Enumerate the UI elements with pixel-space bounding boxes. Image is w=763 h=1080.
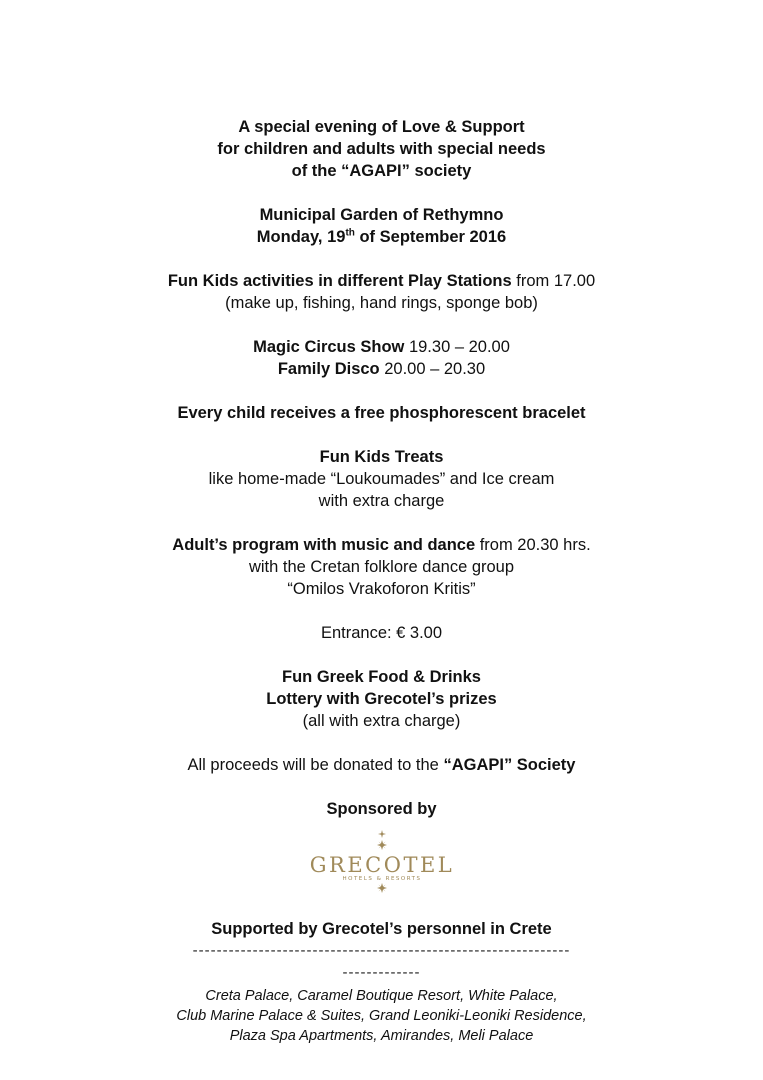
proceeds-text: All proceeds will be donated to the <box>187 756 444 774</box>
kids-title: Fun Kids activities in different Play Stations <box>167 272 512 290</box>
hotels-line-2: Club Marine Palace & Suites, Grand Leoniki-Leoniki Residence, <box>176 1008 587 1024</box>
venue-date <box>0 226 763 248</box>
entrance-text: Entrance: € 3.00 <box>320 624 443 642</box>
disco-line <box>0 358 763 380</box>
kids-line <box>0 270 763 292</box>
disco-time: 20.00 – 20.30 <box>379 360 486 378</box>
disco-label: Family Disco <box>277 360 380 378</box>
proceeds-line <box>0 754 763 776</box>
proceeds-block <box>0 754 763 776</box>
kids-details: (make up, fishing, hand rings, sponge bob) <box>225 294 538 312</box>
bracelet-block <box>0 402 763 424</box>
logo-star-upper-icon <box>377 840 387 850</box>
sponsor-block <box>0 798 763 820</box>
sponsor-label: Sponsored by <box>326 800 437 818</box>
intro-block <box>0 116 763 182</box>
grecotel-logo <box>302 828 462 898</box>
hotels-list <box>0 986 763 1046</box>
support-block <box>0 918 763 984</box>
logo-wordmark: GRECOTEL <box>309 853 454 877</box>
adults-line-2: “Omilos Vrakoforon Kritis” <box>287 580 476 598</box>
food-line-1: Fun Greek Food & Drinks <box>282 668 481 686</box>
logo-tagline: HOTELS & RESORTS <box>341 876 422 882</box>
hotels-line-3: Plaza Spa Apartments, Amirandes, Meli Palace <box>229 1028 534 1044</box>
treats-title: Fun Kids Treats <box>319 448 444 466</box>
flyer-content <box>0 116 763 1046</box>
food-line-2: Lottery with Grecotel’s prizes <box>266 690 497 708</box>
proceeds-society: “AGAPI” Society <box>443 756 576 774</box>
logo-star-bottom-icon <box>377 883 387 893</box>
date-ordinal: th <box>345 227 355 239</box>
circus-time: 19.30 – 20.00 <box>404 338 510 356</box>
intro-line-1: A special evening of Love & Support <box>238 118 525 136</box>
venue-place: Municipal Garden of Rethymno <box>259 206 504 224</box>
treats-block <box>0 446 763 512</box>
adults-line-1: with the Cretan folklore dance group <box>248 558 515 576</box>
kids-time: from 17.00 <box>511 272 596 290</box>
intro-line-2: for children and adults with special needs <box>217 140 546 158</box>
circus-line <box>0 336 763 358</box>
date-suffix: of September 2016 <box>354 228 507 246</box>
divider-dashes-1: --------------------------------------------------------------- <box>192 942 571 959</box>
date-prefix: Monday, 19 <box>256 228 346 246</box>
circus-label: Magic Circus Show <box>253 338 405 356</box>
logo-star-top-icon <box>378 830 386 838</box>
adults-line <box>0 534 763 556</box>
bracelet-text: Every child receives a free phosphorescent bracelet <box>177 404 586 422</box>
adults-block <box>0 534 763 600</box>
adults-time: from 20.30 hrs. <box>475 536 591 554</box>
treats-line-1: like home-made “Loukoumades” and Ice cream <box>208 470 555 488</box>
intro-line-3: of the “AGAPI” society <box>291 162 472 180</box>
adults-title: Adult’s program with music and dance <box>172 536 476 554</box>
food-block <box>0 666 763 732</box>
venue-block <box>0 204 763 248</box>
entrance-block <box>0 622 763 644</box>
grecotel-logo-graphic <box>302 828 462 898</box>
food-line-3: (all with extra charge) <box>302 712 461 730</box>
divider-dashes-2: ------------- <box>342 964 421 981</box>
hotels-line-1: Creta Palace, Caramel Boutique Resort, White Palace, <box>205 988 558 1004</box>
treats-line-2: with extra charge <box>318 492 445 510</box>
kids-block <box>0 270 763 314</box>
shows-block <box>0 336 763 380</box>
support-label: Supported by Grecotel’s personnel in Crete <box>211 920 552 938</box>
